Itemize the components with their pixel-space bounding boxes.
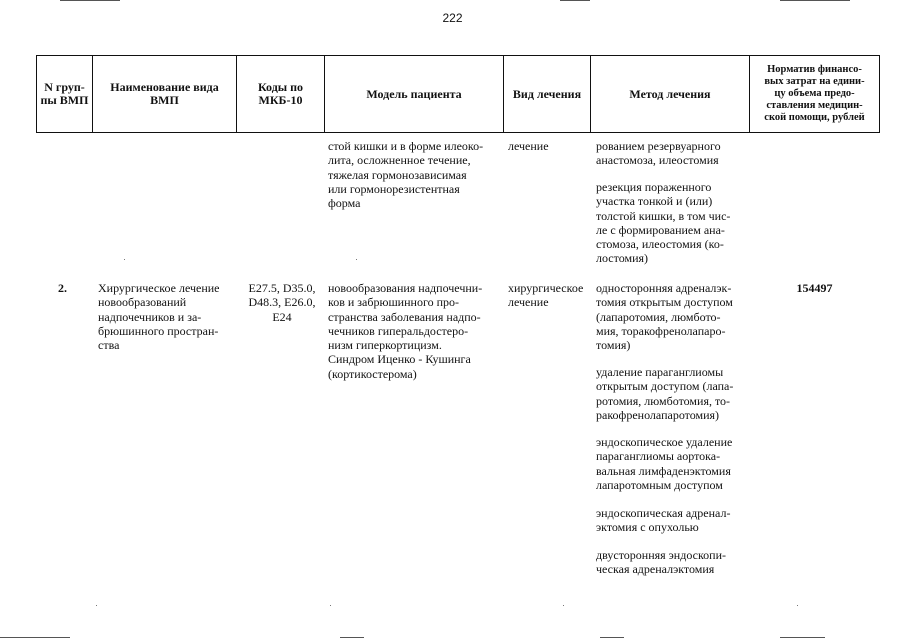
header-treatment-type: Вид лечения	[504, 56, 591, 133]
table-header	[36, 55, 880, 133]
header-group-number: N груп- пы ВМП	[37, 56, 93, 133]
row2-method-3: эндоскопическое удаление параганглиомы аортока- вальная лимфаденэктомия лапаротомным доступом	[596, 435, 733, 492]
header-icd-codes: Коды по МКБ-10	[237, 56, 325, 133]
header-patient-model: Модель пациента	[325, 56, 504, 133]
scan-artifact	[560, 0, 590, 1]
row2-cost-norm: 154497	[796, 281, 833, 295]
continued-method-1: рованием резервуарного анастомоза, илеостомия	[596, 139, 721, 168]
scan-artifact	[780, 0, 850, 1]
scan-artifact	[330, 605, 331, 606]
scan-artifact	[60, 0, 120, 1]
row2-treatment-type: хирургическое лечение	[508, 281, 584, 310]
row2-vmp-name: Хирургическое лечение новообразований надпочечников и за- брюшинного простран- ства	[98, 281, 220, 353]
row2-icd-codes: E27.5, D35.0, D48.3, E26.0, E24	[248, 281, 316, 324]
row2-method-4: эндоскопическая адренал- эктомия с опухолью	[596, 506, 731, 535]
scan-artifact	[96, 605, 97, 606]
scan-artifact	[780, 637, 825, 638]
scan-artifact	[797, 605, 798, 606]
continued-method-2: резекция пораженного участка тонкой и (или) толстой кишки, в том чис- ле с формированием ана- стомоза, илеостомия (ко- лостомия)	[596, 180, 731, 266]
page-number: 222	[442, 11, 463, 25]
row2-method-5: двусторонняя эндоскопи- ческая адреналэктомия	[596, 548, 727, 577]
scan-artifact	[0, 637, 70, 638]
row2-group-number: 2.	[58, 281, 67, 295]
header-treatment-method: Метод лечения	[591, 56, 750, 133]
row2-patient-model: новообразования надпочечни- ков и забрюшинного про- странства заболевания надпо- чечников гиперальдостеро- низм гиперкортицизм. Синдром Иценко - Кушинга (кортикостерома)	[328, 281, 483, 381]
row2-method-1: односторонняя адреналэк- томия открытым доступом (лапаротомия, люмбото- мия, торакофренолапаро- томия)	[596, 281, 733, 353]
header-vmp-name: Наименование вида ВМП	[93, 56, 237, 133]
scan-artifact	[563, 605, 564, 606]
continued-treatment-type: лечение	[508, 139, 549, 153]
continued-patient-model: стой кишки и в форме илеоко- лита, осложненное течение, тяжелая гормонозависимая или гормонорезистентная форма	[328, 139, 484, 211]
header-cost-norm: Норматив финансо- вых затрат на едини- цу объема предо- ставления медицин- ской помощи, рублей	[750, 56, 880, 133]
row2-method-2: удаление параганглиомы открытым доступом (лапа- ротомия, люмботомия, то- ракофренолапаротомия)	[596, 365, 734, 422]
scan-artifact	[600, 637, 624, 638]
scan-artifact	[356, 259, 357, 260]
scan-artifact	[124, 259, 125, 260]
scan-artifact	[340, 637, 364, 638]
